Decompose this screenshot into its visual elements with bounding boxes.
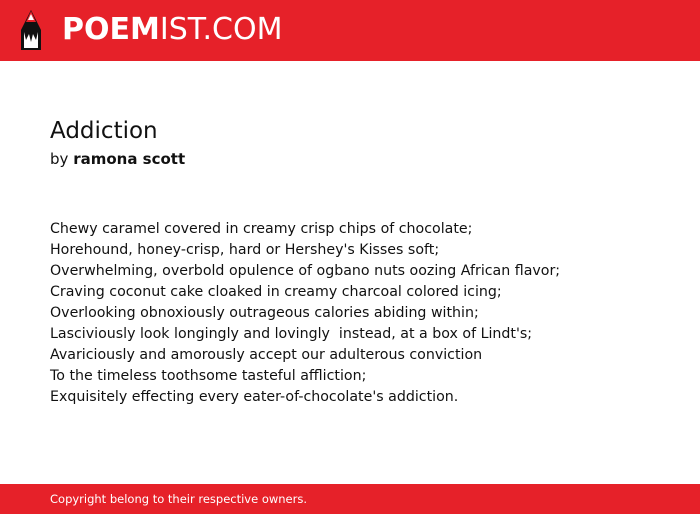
poem-line: Overlooking obnoxiously outrageous calories abiding within;: [50, 305, 479, 321]
poem-line: To the timeless toothsome tasteful affliction;: [50, 368, 367, 384]
poem-line: Exquisitely effecting every eater-of-chocolate's addiction.: [50, 389, 459, 405]
site-header: [0, 0, 700, 61]
poem-line: Chewy caramel covered in creamy crisp chips of chocolate;: [50, 221, 473, 237]
poem-author: ramona scott: [73, 150, 186, 168]
pencil-icon: [18, 10, 44, 52]
byline-prefix: by: [50, 150, 69, 168]
logo-brand-light: IST.COM: [159, 12, 283, 47]
site-footer: [0, 484, 700, 514]
poem-line: Overwhelming, overbold opulence of ogbano nuts oozing African flavor;: [50, 263, 561, 279]
poem-line: Horehound, honey-crisp, hard or Hershey's Kisses soft;: [50, 242, 440, 258]
poem-title: Addiction: [50, 118, 158, 144]
logo-brand-bold: POEM: [62, 12, 160, 47]
site-logo[interactable]: [62, 12, 282, 48]
poem-line: Avariciously and amorously accept our adulterous conviction: [50, 347, 483, 363]
poem-line: Craving coconut cake cloaked in creamy charcoal colored icing;: [50, 284, 502, 300]
copyright-notice: Copyright belong to their respective owners.: [50, 492, 308, 506]
poem-byline: [50, 149, 185, 169]
poem-body: [50, 219, 560, 408]
poem-line: Lasciviously look longingly and lovingly instead, at a box of Lindt's;: [50, 326, 533, 342]
